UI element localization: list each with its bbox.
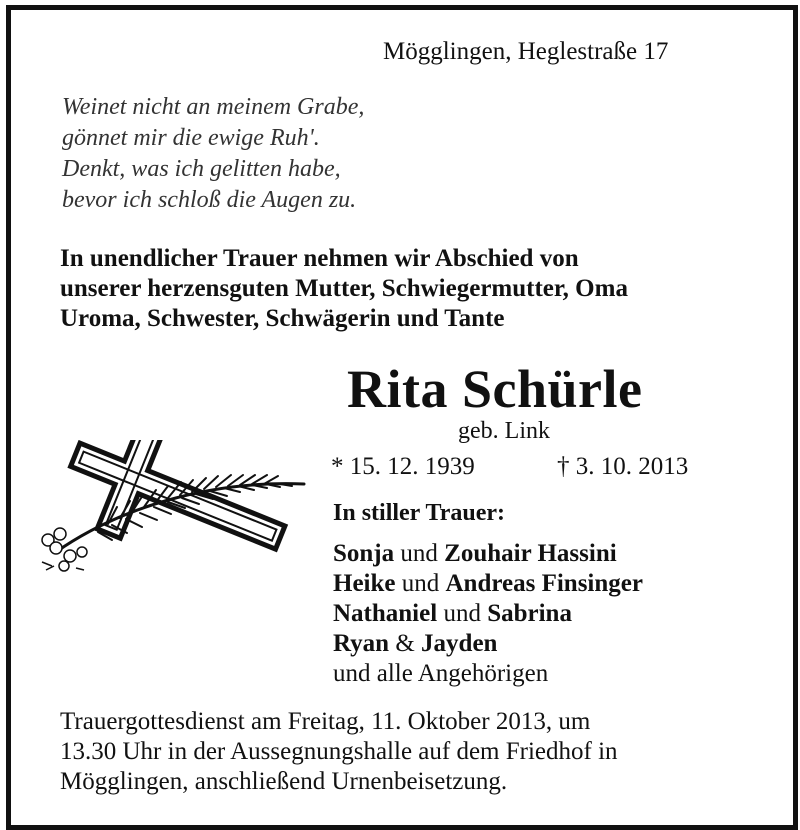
poem-line: Weinet nicht an meinem Grabe, (62, 94, 365, 120)
mourner-line (333, 539, 643, 569)
maiden-name: geb. Link (458, 418, 550, 444)
mourner-name: Sonja (333, 540, 395, 567)
mourners-list (333, 539, 643, 689)
intro-text (60, 244, 628, 334)
cross-with-palm-frond-icon (36, 440, 316, 580)
mourner-joiner: und (395, 570, 446, 597)
mourner-name: Ryan (333, 630, 390, 657)
relatives-line: und alle Angehörigen (333, 660, 549, 687)
service-line: Trauergottesdienst am Freitag, 11. Oktober 2013, um (60, 708, 591, 735)
deceased-name: Rita Schürle (347, 359, 643, 419)
address: Mögglingen, Heglestraße 17 (383, 38, 669, 65)
service-line: Mögglingen, anschließend Urnenbeisetzung. (60, 768, 508, 795)
intro-line: unserer herzensguten Mutter, Schwiegermutter, Oma (60, 275, 628, 302)
mourner-joiner: und (394, 540, 445, 567)
mourner-name: Heike (333, 570, 396, 597)
mourning-heading: In stiller Trauer: (333, 500, 505, 526)
mourner-name: Nathaniel (333, 600, 438, 627)
birth-date: * 15. 12. 1939 (331, 453, 475, 480)
mourner-line (333, 569, 643, 599)
mourner-name: Sabrina (487, 600, 572, 627)
poem-line: bevor ich schloß die Augen zu. (62, 187, 357, 213)
funeral-service-info (60, 707, 618, 797)
mourner-line (333, 629, 643, 659)
intro-line: Uroma, Schwester, Schwägerin und Tante (60, 305, 505, 332)
service-line: 13.30 Uhr in der Aussegnungshalle auf dem Friedhof in (60, 738, 618, 765)
mourner-joiner: & (389, 630, 422, 657)
mourner-name: Andreas Finsinger (445, 570, 643, 597)
mourner-name: Zouhair Hassini (444, 540, 617, 567)
mourner-joiner: und (437, 600, 488, 627)
mourner-name: Jayden (421, 630, 498, 657)
death-date: † 3. 10. 2013 (557, 453, 689, 480)
memorial-poem (62, 92, 364, 216)
intro-line: In unendlicher Trauer nehmen wir Abschied von (60, 245, 579, 272)
poem-line: gönnet mir die ewige Ruh'. (62, 125, 320, 151)
poem-line: Denkt, was ich gelitten habe, (62, 156, 341, 182)
mourner-line (333, 599, 643, 629)
